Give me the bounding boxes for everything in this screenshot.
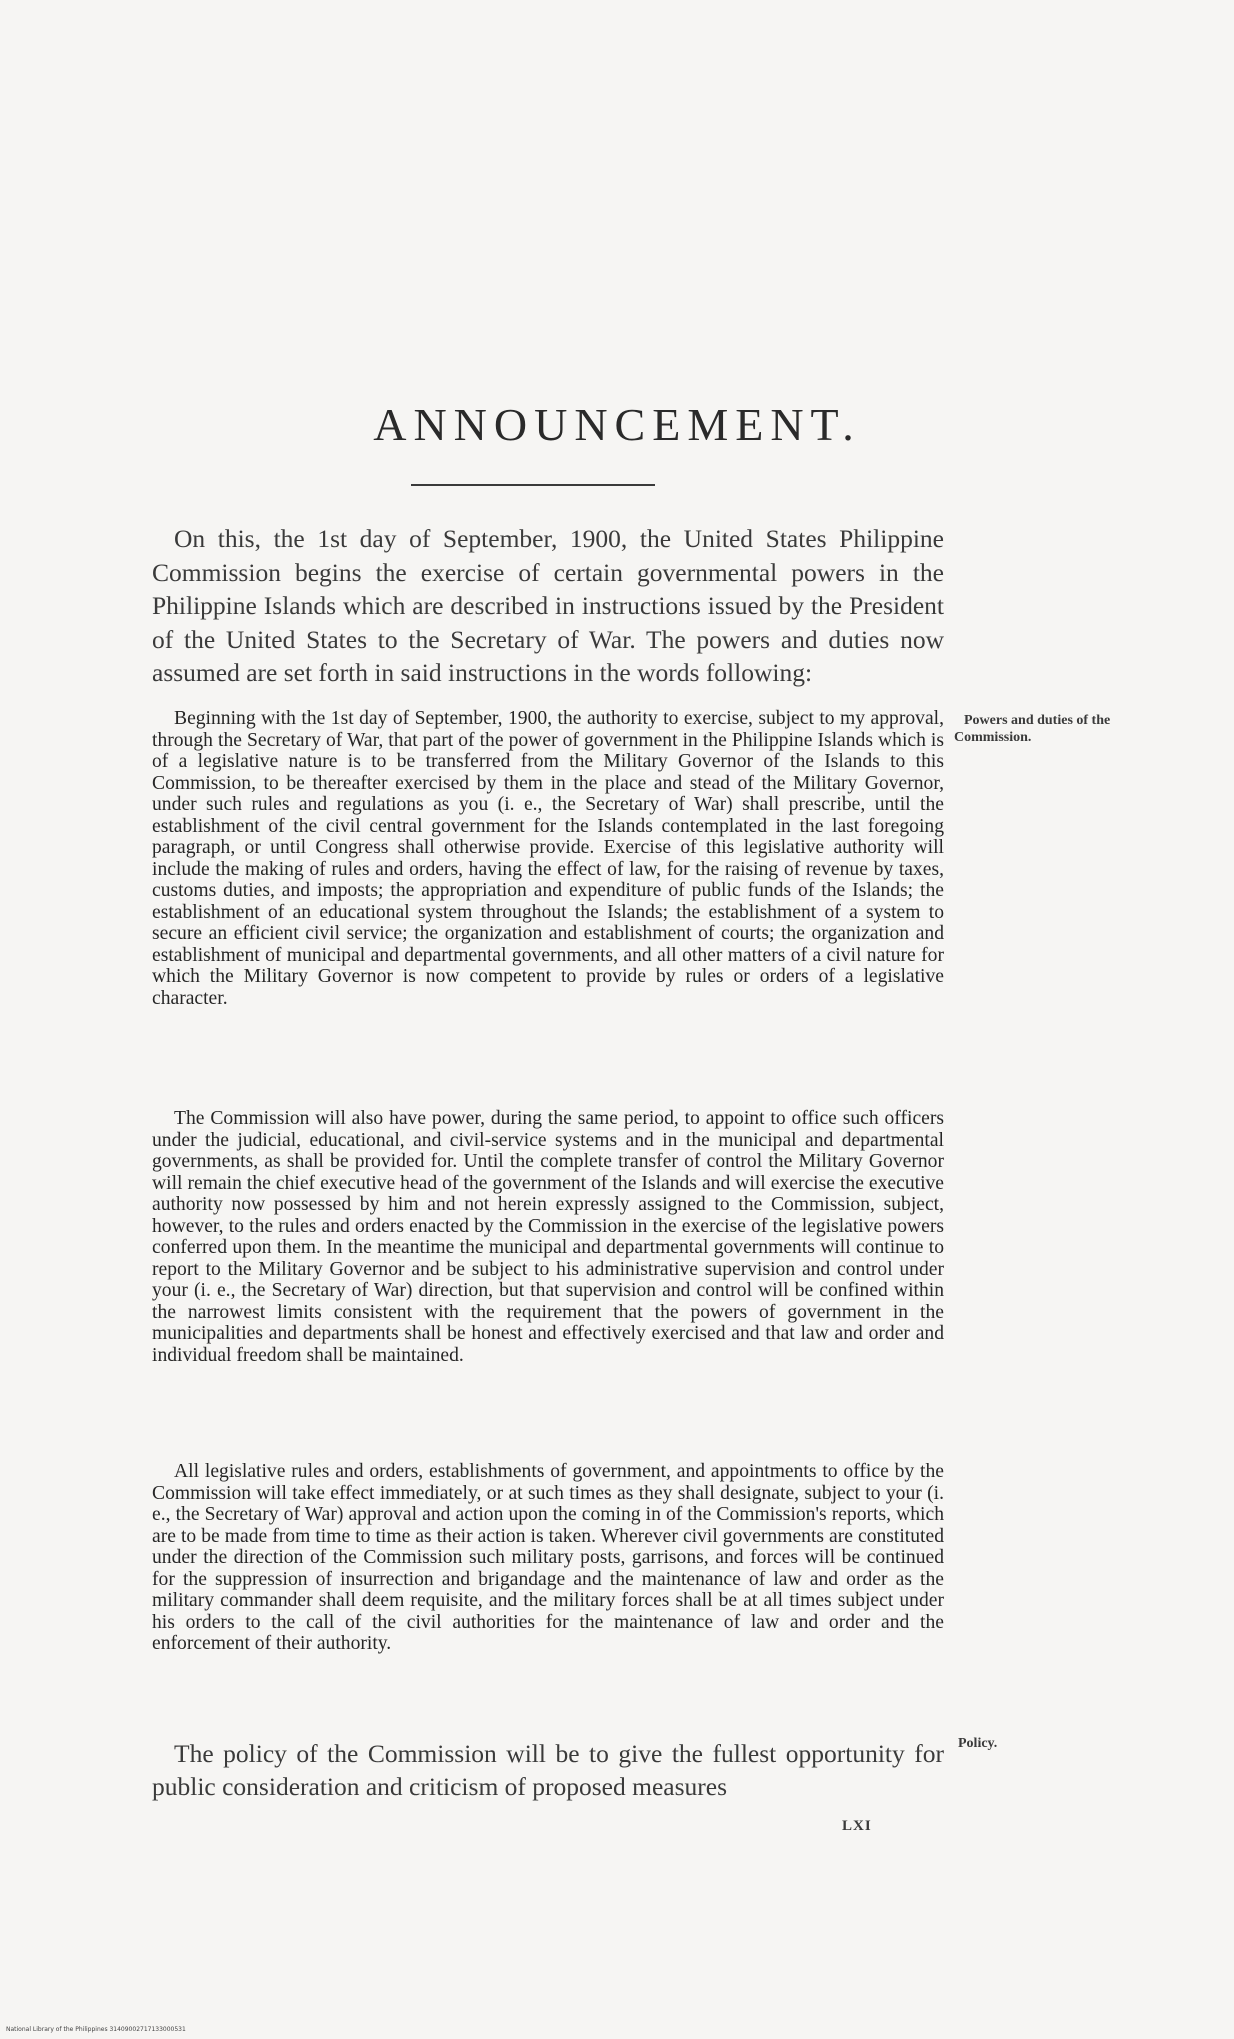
intro-paragraph: On this, the 1st day of September, 1900, the United States Philippine Commission begins the exercise of certain governmental powers in the Philippine Islands which are described in instructions issued by the President of the United States to the Secretary of War. The powers and duties now assumed are set forth in said instructions in the words following:	[152, 524, 944, 687]
policy-paragraph: The policy of the Commission will be to give the fullest opportunity for public consideration and criticism of proposed measures	[152, 1739, 944, 1801]
title-rule-divider	[411, 484, 655, 486]
instruction-paragraph-1: Beginning with the 1st day of September, 1900, the authority to exercise, subject to my approval, through the Secretary of War, that part of the power of government in the Philippine Islands which is of a legislative nature is to be transferred from the Military Governor of the Islands to this Commission, to be thereafter exercised by them in the place and stead of the Military Governor, under such rules and regulations as you (i. e., the Secretary of War) shall prescribe, until the establishment of the civil central government for the Islands contemplated in the last foregoing paragraph, or until Congress shall otherwise provide. Exercise of this legislative authority will include the making of rules and orders, having the effect of law, for the raising of revenue by taxes, customs duties, and imposts; the appropriation and expenditure of public funds of the Islands; the establishment of an educational system throughout the Islands; the establishment of a system to secure an efficient civil service; the organization and establishment of courts; the organization and establishment of municipal and departmental governments, and all other matters of a civil nature for which the Military Governor is now competent to provide by rules or orders of a legislative character.	[152, 708, 944, 1009]
page-number: LXI	[842, 1818, 872, 1834]
scan-footer: National Library of the Philippines 31409002717133000531	[6, 2026, 186, 2033]
instruction-paragraph-3: All legislative rules and orders, establishments of government, and appointments to office by the Commission will take effect immediately, or at such times as they shall designate, subject to your (i. e., the Secretary of War) approval and action upon the coming in of the Commission's reports, which are to be made from time to time as their action is taken. Wherever civil governments are constituted under the direction of the Commission such military posts, garrisons, and forces will be continued for the suppression of insurrection and brigandage and the maintenance of law and order as the military commander shall deem requisite, and the military forces shall be at all times subject under his orders to the call of the civil authorities for the maintenance of law and order and the enforcement of their authority.	[152, 1461, 944, 1654]
margin-note-powers: Powers and duties of the Commission.	[954, 713, 1111, 745]
page-title: ANNOUNCEMENT.	[373, 399, 861, 450]
instruction-paragraph-2: The Commission will also have power, during the same period, to appoint to office such officers under the judicial, educational, and civil-service systems and in the municipal and departmental governments, as shall be provided for. Until the complete transfer of control the Military Governor will remain the chief executive head of the government of the Islands and will exercise the executive authority now possessed by him and not herein expressly assigned to the Commission, subject, however, to the rules and orders enacted by the Commission in the exercise of the legislative powers conferred upon them. In the meantime the municipal and departmental governments will continue to report to the Military Governor and be subject to his administrative supervision and control under your (i. e., the Secretary of War) direction, but that supervision and control will be confined within the narrowest limits consistent with the requirement that the powers of government in the municipalities and departments shall be honest and effectively exercised and that law and order and individual freedom shall be maintained.	[152, 1108, 944, 1366]
margin-note-policy: Policy.	[958, 1736, 998, 1751]
